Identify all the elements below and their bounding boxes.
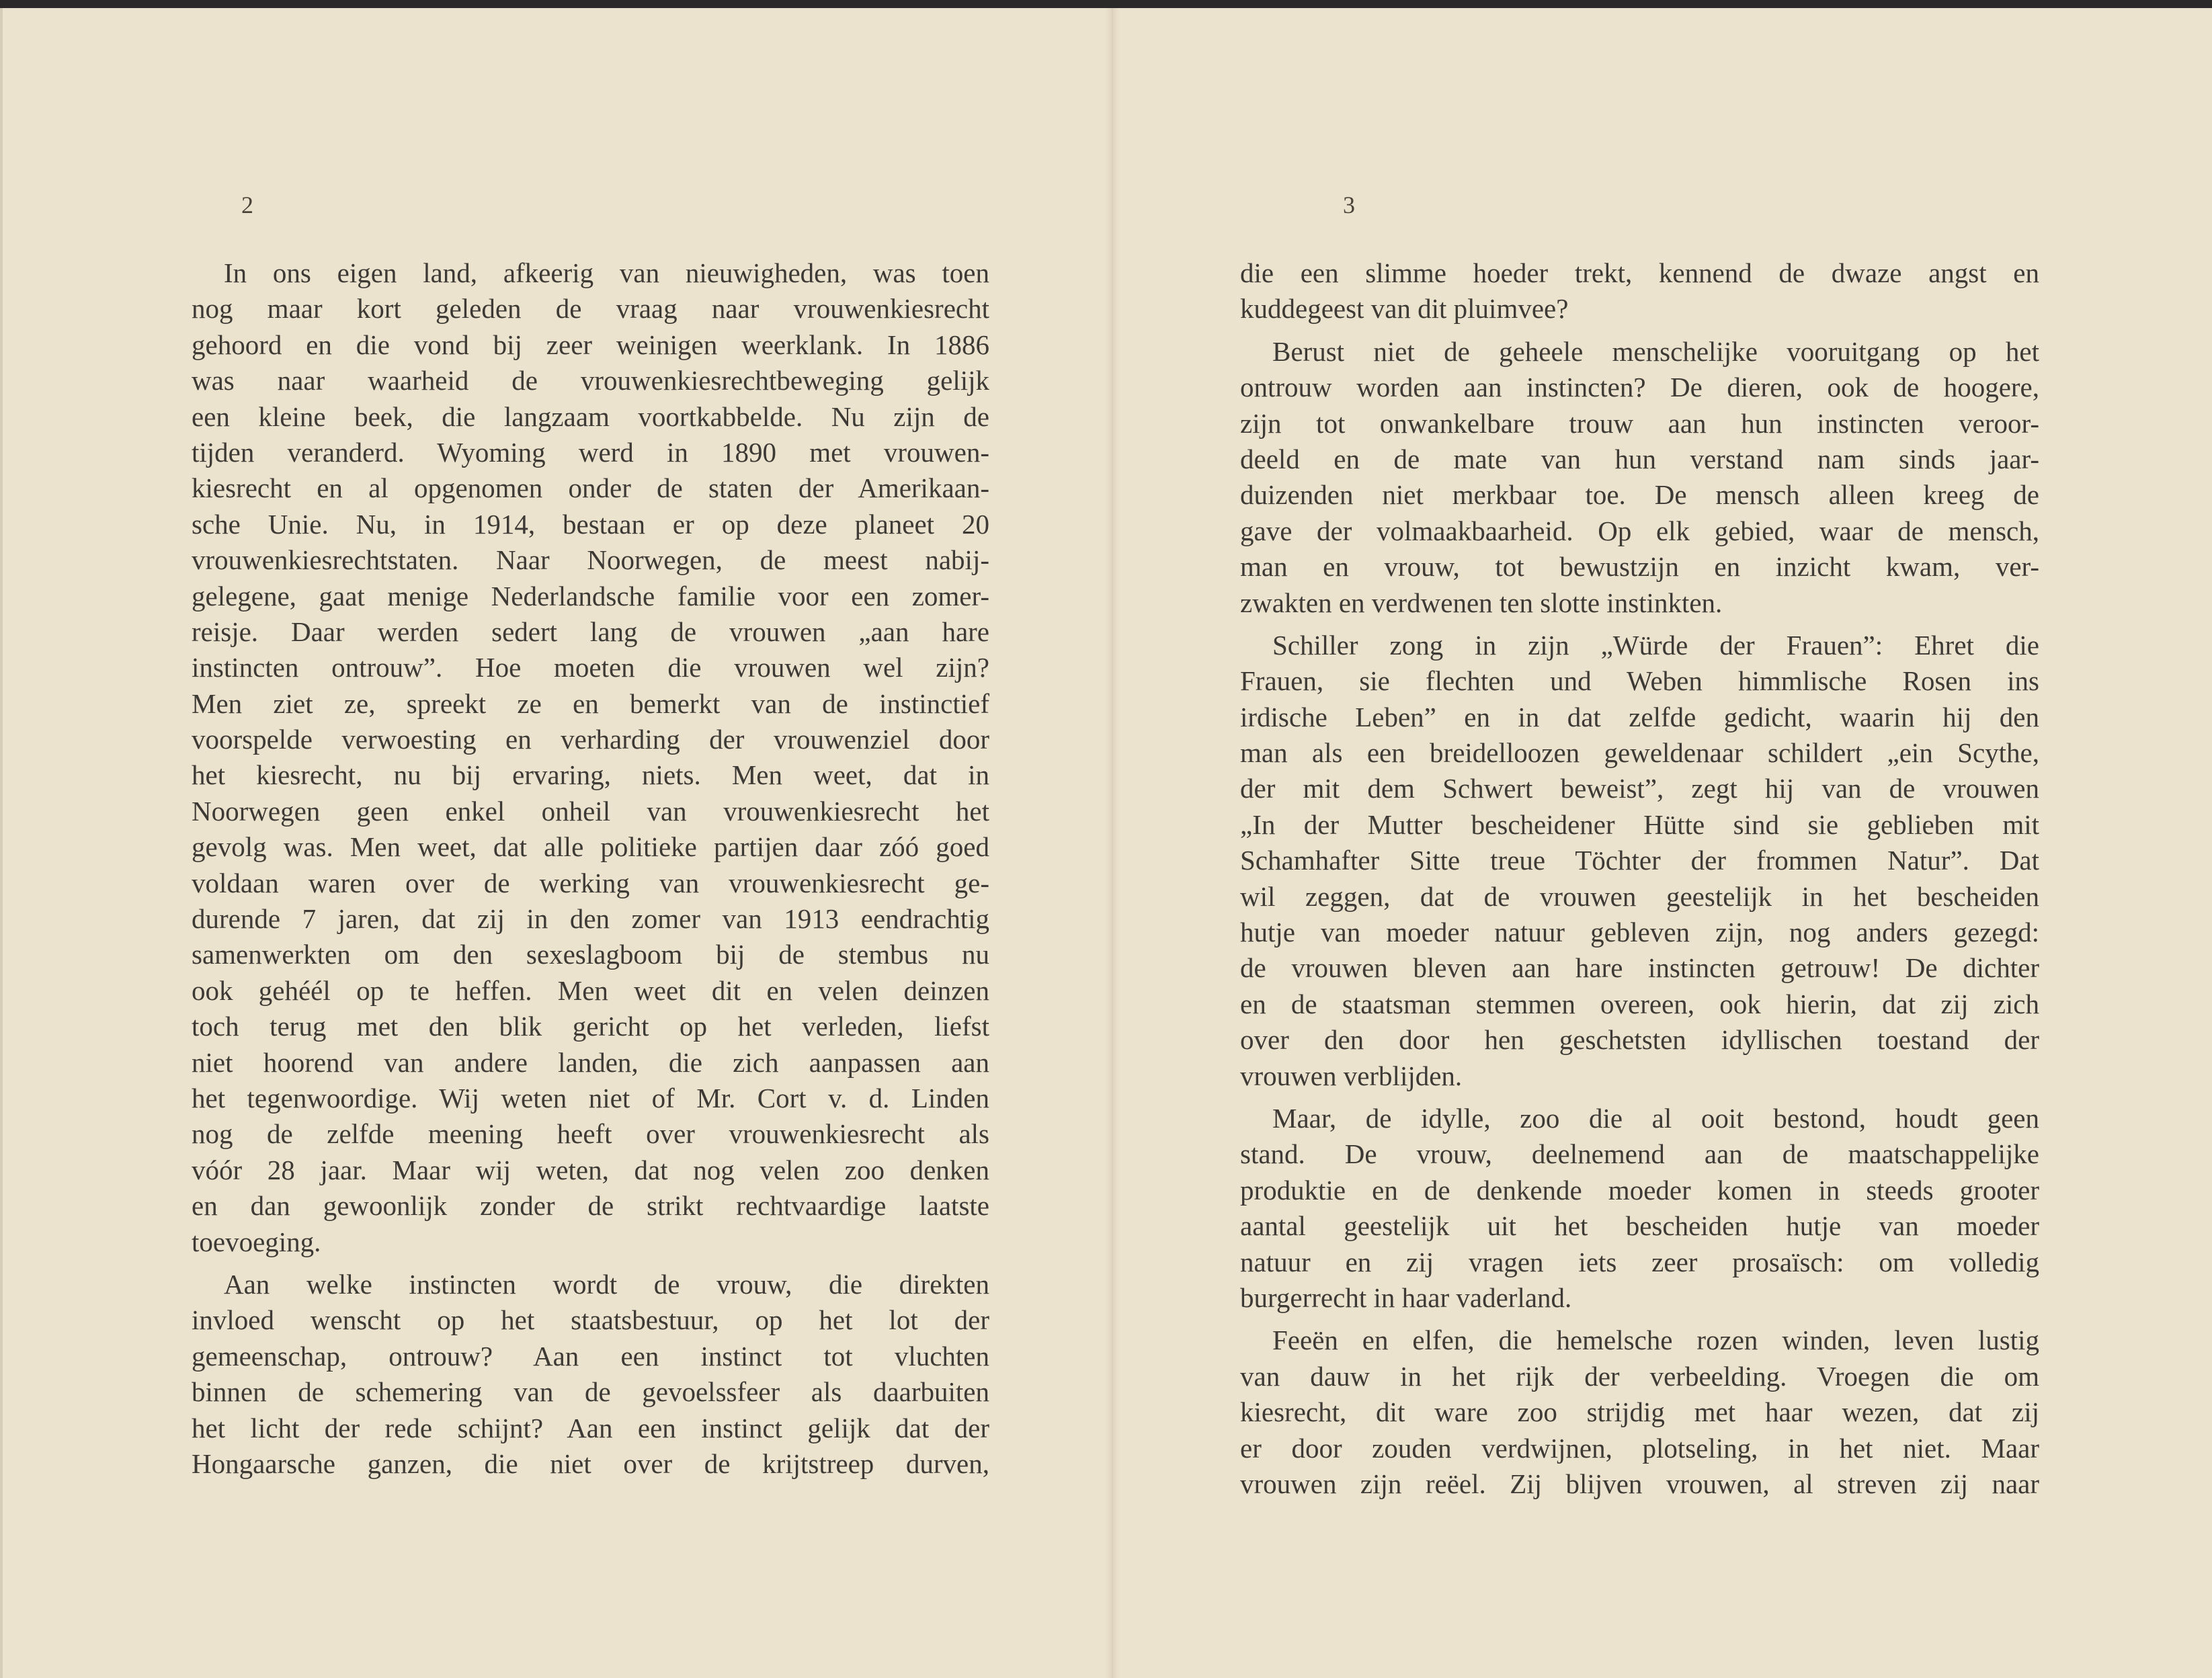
text-line: die een slimme hoeder trekt, kennend de dwaze angst en: [1240, 257, 2039, 288]
text-line: nog de zelfde meening heeft over vrouwenkiesrecht als: [192, 1118, 989, 1150]
text-line: gelegene, gaat menige Nederlandsche familie voor een zomer-: [192, 580, 989, 612]
text-line: Men ziet ze, spreekt ze en bemerkt van de instinctief: [192, 687, 989, 719]
text-line: vrouwenkiesrechtstaten. Naar Noorwegen, de meest nabij-: [192, 544, 989, 576]
text-line: vóór 28 jaar. Maar wij weten, dat nog velen zoo denken: [192, 1154, 989, 1185]
text-line: Noorwegen geen enkel onheil van vrouwenkiesrecht het: [192, 795, 989, 827]
text-line: binnen de schemering van de gevoelssfeer als daarbuiten: [192, 1376, 989, 1408]
text-line: zijn tot onwankelbare trouw aan hun instincten veroor-: [1240, 407, 2039, 439]
text-line: man als een breidelloozen geweldenaar schildert „ein Scythe,: [1240, 737, 2039, 769]
text-line: Schamhafter Sitte treue Töchter der frommen Natur”. Dat: [1240, 845, 2039, 876]
text-line: burgerrecht in haar vaderland.: [1240, 1282, 1572, 1313]
text-line: ook gehéél op te heffen. Men weet dit en velen deinzen: [192, 974, 989, 1006]
text-line: Hongaarsche ganzen, die niet over de krijtstreep durven,: [192, 1448, 989, 1479]
left-page-text: [192, 255, 989, 1482]
text-line: voldaan waren over de werking van vrouwenkiesrecht ge-: [192, 867, 989, 898]
text-line: duizenden niet merkbaar toe. De mensch alleen kreeg de: [1240, 479, 2039, 511]
text-line: kiesrecht, dit ware zoo strijdig met haar wezen, dat zij: [1240, 1396, 2039, 1428]
text-line: sche Unie. Nu, in 1914, bestaan er op deze planeet 20: [192, 508, 989, 540]
text-line: vrouwen verblijden.: [1240, 1060, 1463, 1091]
text-line: de vrouwen bleven aan hare instincten getrouw! De dichter: [1240, 952, 2039, 984]
right-page: [1112, 8, 2212, 1678]
text-line: hutje van moeder natuur gebleven zijn, nog anders gezegd:: [1240, 917, 2039, 948]
text-line: was naar waarheid de vrouwenkiesrechtbeweging gelijk: [192, 365, 989, 396]
text-line: irdische Leben” en in dat zelfde gedicht, waarin hij den: [1240, 701, 2039, 732]
text-line: der mit dem Schwert beweist”, zegt hij van de vrouwen: [1240, 773, 2039, 804]
text-line: en dan gewoonlijk zonder de strikt rechtvaardige laatste: [192, 1190, 989, 1222]
text-line: vrouwen zijn reëel. Zij blijven vrouwen, al streven zij naar: [1240, 1468, 2039, 1499]
text-line: man en vrouw, tot bewustzijn en inzicht kwam, ver-: [1240, 551, 2039, 583]
text-line: tijden veranderd. Wyoming werd in 1890 met vrouwen-: [192, 436, 989, 468]
text-line: gemeenschap, ontrouw? Aan een instinct tot vluchten: [192, 1340, 989, 1372]
text-line: toevoeging.: [192, 1226, 321, 1257]
right-page-text: [1240, 255, 2039, 1502]
text-line: een kleine beek, die langzaam voortkabbelde. Nu zijn de: [192, 401, 989, 432]
text-line: zwakten en verdwenen ten slotte instinkten.: [1240, 587, 1723, 618]
text-line: produktie en de denkende moeder komen in steeds grooter: [1240, 1174, 2039, 1206]
text-line: nog maar kort geleden de vraag naar vrouwenkiesrecht: [192, 293, 989, 325]
text-line: Schiller zong in zijn „Würde der Frauen”: Ehret die: [1272, 629, 2039, 661]
text-line: natuur en zij vragen iets zeer prosaïsch: om volledig: [1240, 1246, 2039, 1277]
text-line: het tegenwoordige. Wij weten niet of Mr. Cort v. d. Linden: [192, 1082, 989, 1114]
text-line: In ons eigen land, afkeerig van nieuwigheden, was toen: [224, 257, 989, 288]
text-line: niet hoorend van andere landen, die zich aanpassen aan: [192, 1046, 989, 1078]
text-line: gehoord en die vond bij zeer weinigen weerklank. In 1886: [192, 329, 989, 360]
page-number: 2: [241, 192, 253, 218]
text-line: het kiesrecht, nu bij ervaring, niets. Men weet, dat in: [192, 759, 989, 791]
text-line: aantal geestelijk uit het bescheiden hutje van moeder: [1240, 1210, 2039, 1242]
text-line: wil zeggen, dat de vrouwen geestelijk in het bescheiden: [1240, 880, 2039, 912]
text-line: Frauen, sie flechten und Weben himmlische Rosen ins: [1240, 665, 2039, 697]
page-number: 3: [1343, 192, 1355, 218]
text-line: Aan welke instincten wordt de vrouw, die direkten: [224, 1268, 989, 1300]
text-line: Maar, de idylle, zoo die al ooit bestond, houdt geen: [1272, 1102, 2039, 1134]
left-page: [3, 8, 1105, 1678]
text-line: over den door hen geschetsten idyllischen toestand der: [1240, 1024, 2039, 1056]
text-line: het licht der rede schijnt? Aan een instinct gelijk dat der: [192, 1412, 989, 1443]
text-line: voorspelde verwoesting en verharding der vrouwenziel door: [192, 724, 989, 755]
text-line: Feeën en elfen, die hemelsche rozen winden, leven lustig: [1272, 1325, 2039, 1356]
text-line: invloed wenscht op het staatsbestuur, op het lot der: [192, 1304, 989, 1336]
text-line: reisje. Daar werden sedert lang de vrouwen „aan hare: [192, 616, 989, 647]
text-line: deeld en de mate van hun verstand nam sinds jaar-: [1240, 443, 2039, 474]
text-line: ontrouw worden aan instincten? De dieren, ook de hoogere,: [1240, 372, 2039, 403]
text-line: gevolg was. Men weet, dat alle politieke partijen daar zóó goed: [192, 831, 989, 863]
text-line: durende 7 jaren, dat zij in den zomer van 1913 eendrachtig: [192, 903, 989, 935]
text-line: kuddegeest van dit pluimvee?: [1240, 293, 1569, 325]
text-line: er door zouden verdwijnen, plotseling, in het niet. Maar: [1240, 1432, 2039, 1464]
book-spread: [0, 8, 2212, 1678]
text-line: instincten ontrouw”. Hoe moeten die vrouwen wel zijn?: [192, 652, 989, 683]
text-line: gave der volmaakbaarheid. Op elk gebied, waar de mensch,: [1240, 515, 2039, 546]
text-line: en de staatsman stemmen overeen, ook hierin, dat zij zich: [1240, 988, 2039, 1019]
text-line: samenwerkten om den sexeslagboom bij de stembus nu: [192, 939, 989, 970]
text-line: kiesrecht en al opgenomen onder de staten der Amerikaan-: [192, 472, 989, 504]
text-line: Berust niet de geheele menschelijke vooruitgang op het: [1272, 335, 2039, 367]
text-line: toch terug met den blik gericht op het verleden, liefst: [192, 1011, 989, 1042]
text-line: van dauw in het rijk der verbeelding. Vroegen die om: [1240, 1360, 2039, 1392]
text-line: stand. De vrouw, deelnemend aan de maatschappelijke: [1240, 1138, 2039, 1170]
text-line: „In der Mutter bescheidener Hütte sind sie geblieben mit: [1240, 808, 2039, 840]
